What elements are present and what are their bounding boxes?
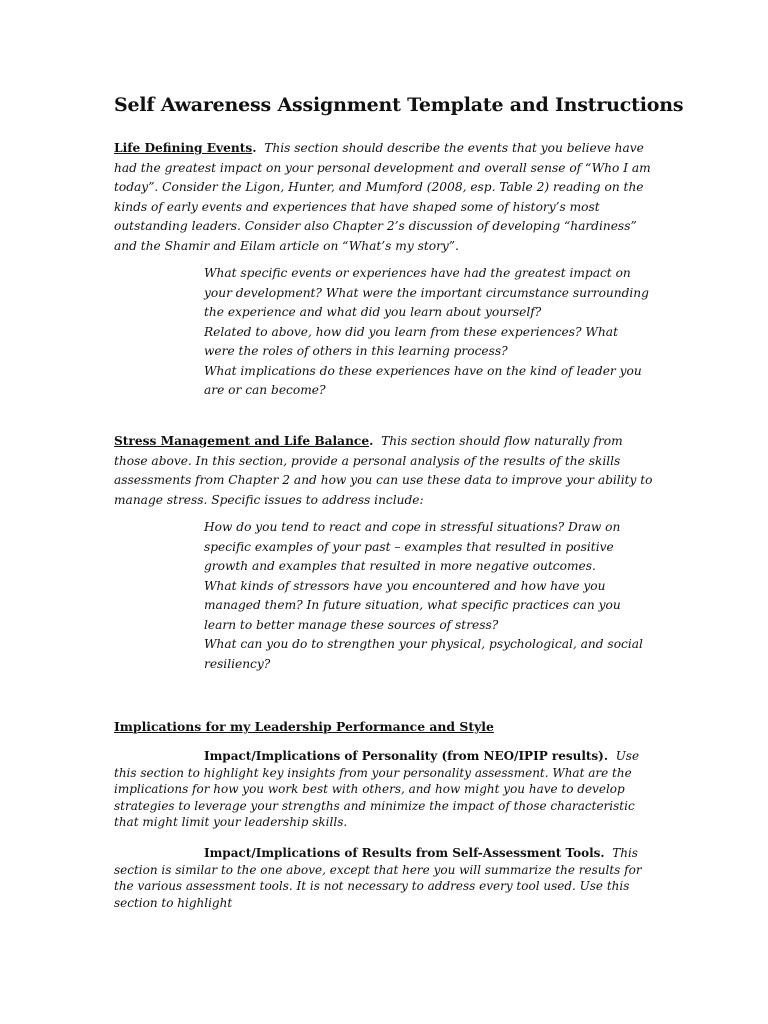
personality-body: Use this section to highlight key insights from your personality assessment. What are the implications for how you work best with others, and how might you have to develop strategies to leverage your strengths and minimize the impact of those characteristic that might limit your leadership skills. — [114, 749, 640, 830]
life-events-questions — [204, 264, 649, 401]
stress-heading-period: . — [369, 434, 374, 448]
personality-paragraph — [114, 748, 659, 831]
list-item: What specific events or experiences have had the greatest impact on your development? What were the important circumstance surrounding the experience and what did you learn about yourself? — [204, 266, 649, 319]
list-item: What implications do these experiences have on the kind of leader you are or can become? — [204, 363, 642, 397]
list-item: How do you tend to react and cope in stressful situations? Draw on specific examples of your past – examples that resulted in positive growth and examples that resulted in more negative outcomes. — [204, 520, 621, 573]
life-events-heading: Life Defining Events — [114, 141, 253, 155]
document-title: Self Awareness Assignment Template and Instructions — [114, 94, 684, 116]
list-item: Related to above, how did you learn from these experiences? What were the roles of others in this learning process? — [204, 324, 618, 358]
implications-heading: Implications for my Leadership Performance and Style — [114, 719, 494, 734]
stress-intro: This section should flow naturally from those above. In this section, provide a personal analysis of the results of the skills assessments from Chapter 2 and how you can use these data to improve your ability to manage stress. Specific issues to address include: — [114, 434, 653, 507]
self-assessment-paragraph — [114, 845, 659, 911]
list-item: What kinds of stressors have you encountered and how have you managed them? In future situation, what specific practices can you learn to better manage these sources of stress? — [204, 578, 621, 632]
list-item: What can you do to strengthen your physical, psychological, and social resiliency? — [204, 637, 643, 671]
stress-paragraph — [114, 432, 659, 510]
self-assessment-body: This section is similar to the one above, except that here you will summarize the results for the various assessment tools. It is not necessary to address every tool used. Use this section to highlight — [114, 846, 642, 910]
personality-heading: Impact/Implications of Personality (from NEO/IPIP results). — [204, 749, 609, 763]
life-events-intro: This section should describe the events that you believe have had the greatest impact on your personal development and overall sense of “Who I am today”. Consider the Ligon, Hunter, and Mumford (2008, esp. Table 2) reading on the kinds of early events and experiences that have shaped some of history’s most outstanding leaders. Consider also Chapter 2’s discussion of developing “hardiness” and the Shamir and Eilam article on “What’s my story”. — [114, 141, 651, 253]
stress-heading: Stress Management and Life Balance — [114, 434, 370, 448]
life-events-paragraph — [114, 139, 659, 256]
stress-questions — [204, 518, 649, 674]
self-assessment-heading: Impact/Implications of Results from Self-Assessment Tools. — [204, 846, 605, 860]
life-events-heading-period: . — [252, 141, 257, 155]
